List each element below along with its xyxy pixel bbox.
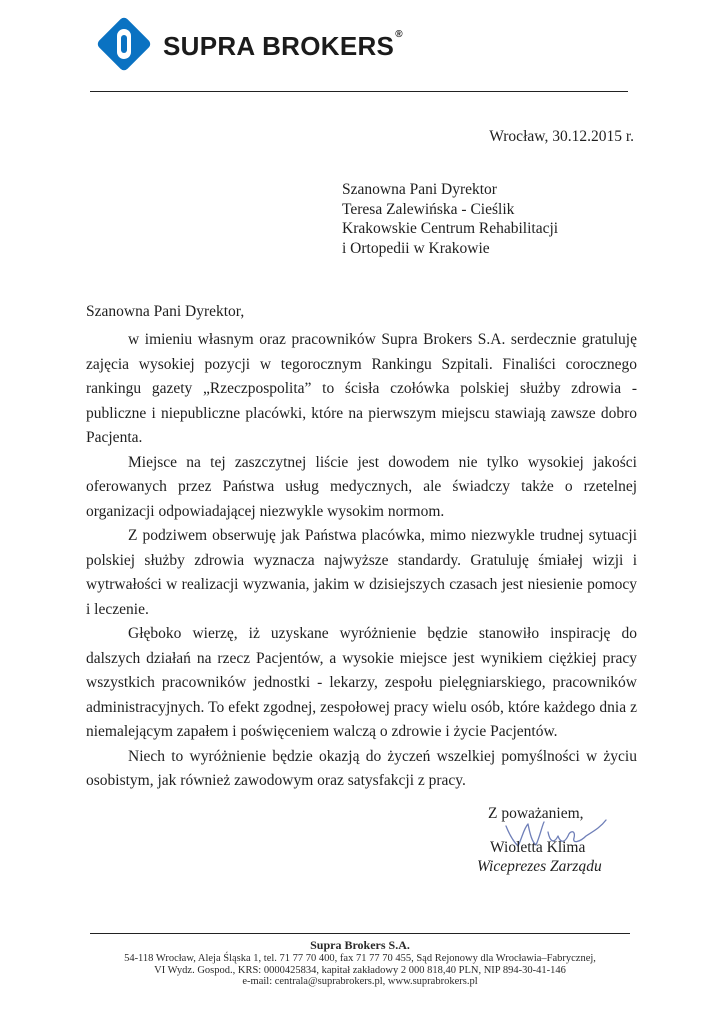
addressee-line: i Ortopedii w Krakowie xyxy=(342,239,490,257)
company-logo xyxy=(95,15,403,73)
header-divider xyxy=(90,91,628,92)
supra-brokers-logo-icon xyxy=(95,15,153,73)
body-paragraph: w imieniu własnym oraz pracowników Supra Brokers S.A. serdecznie gratuluję zajęcia wysokiej pozycji w tegorocznym Rankingu Szpitali. Finaliści corocznego rankingu gazety „Rzeczpospolita” to ścisła czołówka polskiej służby zdrowia - publiczne i niepubliczne placówki, które na pierwszym miejscu stawiają zawsze dobro Pacjenta. xyxy=(86,331,637,446)
footer-address-line: 54-118 Wrocław, Aleja Śląska 1, tel. 71 77 70 400, fax 71 77 70 455, Sąd Rejonowy dla Wrocławia–Fabrycznej, xyxy=(124,953,596,964)
body-paragraph: Z podziwem obserwuję jak Państwa placówka, mimo niezwykle trudnej sytuacji polskiej służby zdrowia wyznacza najwyższe standardy. Gratuluję śmiałej wizji i wytrwałości w realizacji wyzwania, jakim w dzisiejszych czasach jest niesienie pomocy i leczenie. xyxy=(86,527,637,618)
letterhead-footer xyxy=(90,938,630,988)
closing-phrase: Z poważaniem, xyxy=(488,805,584,822)
body-paragraph: Miejsce na tej zaszczytnej liście jest dowodem nie tylko wysokiej jakości oferowanych przez Państwa usług medycznych, ale świadczy także o rzetelnej organizacji odpowiadającej niezwykle wysokim normom. xyxy=(86,453,637,520)
signer-name: Wioletta Klima xyxy=(490,839,586,856)
addressee-line: Krakowskie Centrum Rehabilitacji xyxy=(342,220,559,237)
salutation: Szanowna Pani Dyrektor, xyxy=(86,303,245,320)
addressee-line: Teresa Zalewińska - Cieślik xyxy=(342,200,515,218)
addressee-block xyxy=(342,180,558,258)
body-paragraph: Głęboko wierzę, iż uzyskane wyróżnienie będzie stanowiło inspirację do dalszych działań na rzecz Pacjentów, a wysokie miejsce jest wynikiem ciężkiej pracy wszystkich pracowników jednostki - lekarzy, zespołu pielęgniarskiego, pracowników administracyjnych. To efekt zgodnej, zespołowej pracy wielu osób, które każdego dnia z niemalejącym zapałem i poświęceniem walczą o zdrowie i życie Pacjentów. xyxy=(86,625,637,740)
letter-body xyxy=(86,328,637,794)
footer-divider xyxy=(90,933,630,934)
letter-date: Wrocław, 30.12.2015 r. xyxy=(489,128,634,145)
footer-registry-line: VI Wydz. Gospod., KRS: 0000425834, kapitał zakładowy 2 000 818,40 PLN, NIP 894-30-41-146 xyxy=(154,964,566,976)
logo-wordmark: SUPRA BROKERS® xyxy=(163,28,403,61)
addressee-line: Szanowna Pani Dyrektor xyxy=(342,181,497,198)
footer-contact-line: e-mail: centrala@suprabrokers.pl, www.suprabrokers.pl xyxy=(242,976,478,987)
signer-title: Wiceprezes Zarządu xyxy=(477,858,602,875)
body-paragraph: Niech to wyróżnienie będzie okazją do życzeń wszelkiej pomyślności w życiu osobistym, jak również zawodowym oraz satysfakcji z pracy. xyxy=(86,747,637,789)
footer-company-name: Supra Brokers S.A. xyxy=(310,938,410,952)
